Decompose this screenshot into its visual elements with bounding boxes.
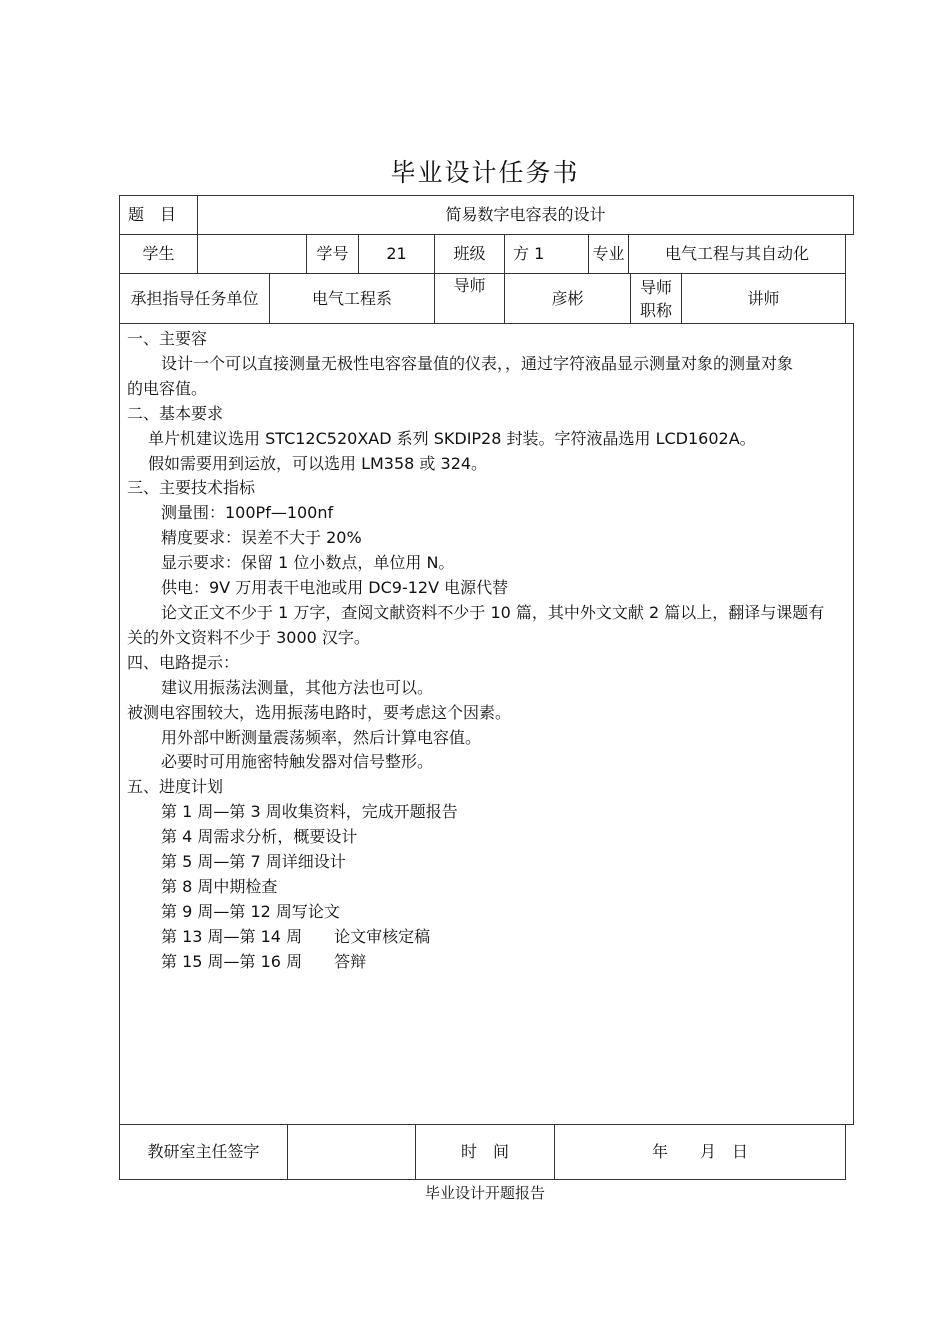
advisor-title-value: 讲师 bbox=[747, 288, 780, 308]
director-sign-label: 教研室主任签字 bbox=[147, 1142, 260, 1161]
content-line: 关的外文资料不少于 3000 汉字。 bbox=[127, 627, 370, 647]
content-line: 第 1 周—第 3 周收集资料，完成开题报告 bbox=[161, 802, 458, 822]
student-label: 学生 bbox=[142, 244, 175, 263]
advisor-title-label: 导师 职称 bbox=[639, 278, 672, 320]
content-line: 设计一个可以直接测量无极性电容容量值的仪表，，通过字符液晶显示测量对象的测量对象 bbox=[161, 353, 794, 373]
content-line: 第 15 周—第 16 周 答辩 bbox=[161, 951, 367, 971]
content-line: 用外部中断测量震荡频率，然后计算电容值。 bbox=[161, 727, 482, 747]
content-line: 显示要求：保留 1 位小数点，单位用 N。 bbox=[161, 553, 455, 573]
date-value: 年 月 日 bbox=[651, 1142, 748, 1161]
content-line: 四、电路提示： bbox=[127, 652, 240, 672]
content-line: 第 4 周需求分析，概要设计 bbox=[161, 827, 358, 847]
advisor-label: 导师 bbox=[453, 276, 486, 295]
content-line: 必要时可用施密特触发器对信号整形。 bbox=[161, 752, 434, 772]
major-value: 电气工程与其自动化 bbox=[664, 244, 809, 263]
topic-value: 简易数字电容表的设计 bbox=[445, 205, 606, 224]
class-value: 方 1 bbox=[513, 244, 545, 263]
content-line: 二、基本要求 bbox=[127, 403, 224, 423]
content-line: 精度要求：误差不大于 20% bbox=[161, 528, 362, 548]
content-line: 建议用振荡法测量，其他方法也可以。 bbox=[161, 677, 434, 697]
document-title: 毕业设计任务书 bbox=[390, 158, 580, 187]
content-line: 一、主要容 bbox=[127, 329, 208, 348]
content-line: 第 5 周—第 7 周详细设计 bbox=[161, 852, 346, 872]
content-line: 的电容值。 bbox=[127, 378, 208, 398]
content-line: 第 9 周—第 12 周写论文 bbox=[161, 901, 340, 921]
student-value bbox=[198, 235, 306, 273]
unit-label: 承担指导任务单位 bbox=[130, 288, 259, 308]
unit-value: 电气工程系 bbox=[311, 288, 392, 308]
content-line: 第 13 周—第 14 周 论文审核定稿 bbox=[161, 926, 431, 946]
page-footer: 毕业设计开题报告 bbox=[424, 1184, 545, 1202]
content-line: 论文正文不少于 1 万字，查阅文献资料不少于 10 篇，其中外文文献 2 篇以上，翻译与课题有 bbox=[161, 602, 825, 622]
class-label: 班级 bbox=[453, 244, 486, 263]
major-label: 专业 bbox=[592, 244, 625, 263]
content-line: 第 8 周中期检查 bbox=[161, 876, 278, 896]
time-label: 时 间 bbox=[460, 1142, 509, 1161]
task-content bbox=[127, 327, 847, 975]
student-no-value: 21 bbox=[386, 244, 407, 263]
content-line: 测量围：100Pf—100nf bbox=[161, 503, 334, 523]
content-line: 被测电容围较大，选用振荡电路时，要考虑这个因素。 bbox=[127, 702, 512, 722]
advisor-value: 彦彬 bbox=[551, 288, 584, 308]
topic-label: 题 目 bbox=[128, 205, 177, 224]
content-line: 供电：9V 万用表干电池或用 DC9-12V 电源代替 bbox=[161, 578, 509, 598]
content-line: 假如需要用到运放，可以选用 LM358 或 324。 bbox=[148, 453, 488, 473]
content-line: 三、主要技术指标 bbox=[127, 478, 256, 498]
student-no-label: 学号 bbox=[316, 244, 349, 263]
director-sign-value bbox=[288, 1125, 415, 1179]
content-line: 五、进度计划 bbox=[127, 777, 224, 797]
content-line: 单片机建议选用 STC12C520XAD 系列 SKDIP28 封装。字符液晶选用 LCD1602A。 bbox=[148, 428, 756, 448]
